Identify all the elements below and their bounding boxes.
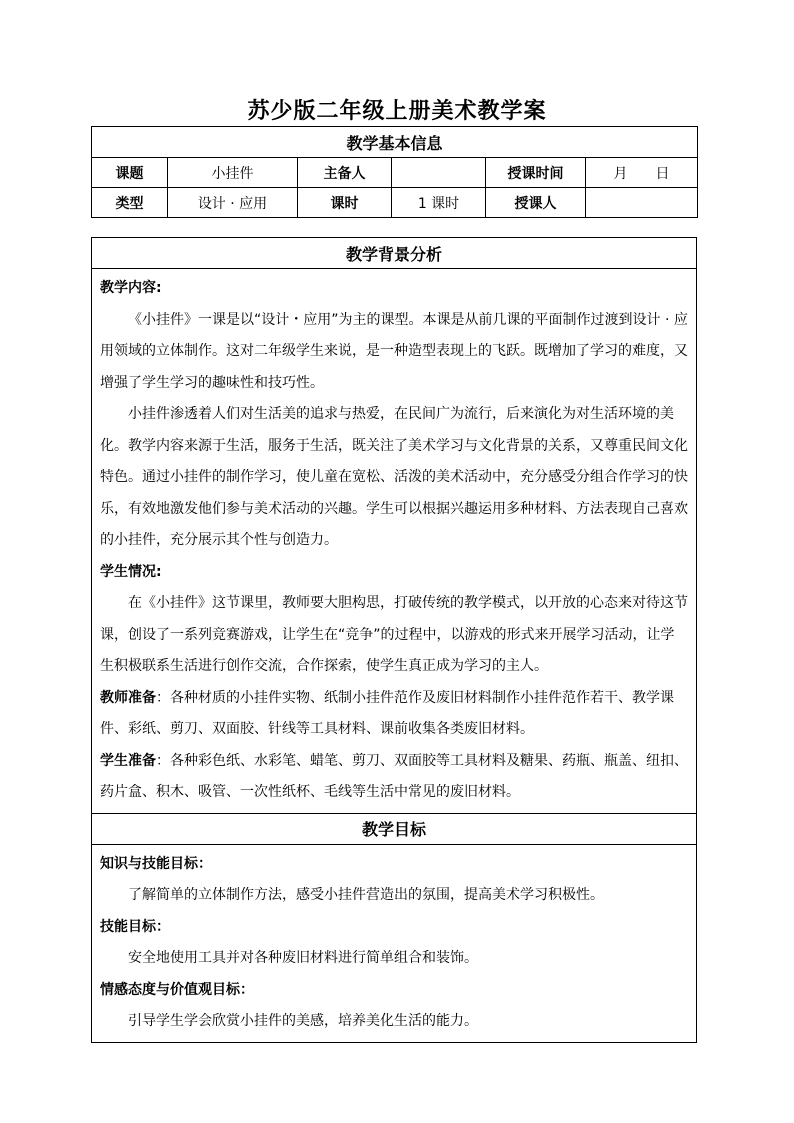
background-header: 教学背景分析 xyxy=(92,238,697,269)
basic-info-header-row xyxy=(92,127,698,158)
goals-content xyxy=(92,844,697,1042)
basic-info-row-2 xyxy=(92,188,698,218)
topic-label: 课题 xyxy=(92,158,168,188)
teacher-prep-text: ：各种材质的小挂件实物、纸制小挂件范作及废旧材料制作小挂件范作若干、教学课件、彩纸、剪刀、双面胶、针线等工具材料、课前收集各类废旧材料。 xyxy=(100,689,674,737)
document-title: 苏少版二年级上册美术教学案 xyxy=(247,98,547,124)
background-header-row xyxy=(92,238,697,269)
teacher-label: 授课人 xyxy=(486,188,586,218)
hours-value: 1 课时 xyxy=(392,188,486,218)
skill-heading: 技能目标： xyxy=(100,918,170,935)
goals-header-row xyxy=(92,813,697,844)
hours-label: 课时 xyxy=(298,188,392,218)
skill-text: 安全地使用工具并对各种废旧材料进行简单组合和装饰。 xyxy=(128,950,478,966)
background-content-row xyxy=(92,269,697,814)
topic-value: 小挂件 xyxy=(168,158,298,188)
emotion-text: 引导学生学会欣赏小挂件的美感，培养美化生活的能力。 xyxy=(128,1013,478,1029)
preparer-value xyxy=(392,158,486,188)
preparer-label: 主备人 xyxy=(298,158,392,188)
time-value: 月 日 xyxy=(586,158,698,188)
teacher-value xyxy=(586,188,698,218)
type-label: 类型 xyxy=(92,188,168,218)
student-prep-paragraph xyxy=(100,746,688,809)
analysis-table xyxy=(91,237,697,1043)
basic-info-table xyxy=(91,126,698,218)
content-paragraph-2: 小挂件渗透着人们对生活美的追求与热爱，在民间广为流行，后来演化为对生活环境的美化。教学内容来源于生活，服务于生活，既关注了美术学习与文化背景的关系，又尊重民间文化特色。通过小挂件的制作学习，使儿童在宽松、活泼的美术活动中，充分感受分组合作学习的快乐，有效地激发他们参与美术活动的兴趣。学生可以根据兴趣运用多种材料、方法表现自己喜欢的小挂件，充分展示其个性与创造力。 xyxy=(100,406,688,548)
knowledge-text: 了解简单的立体制作方法，感受小挂件营造出的氛围，提高美术学习积极性。 xyxy=(128,887,604,903)
content-paragraph-1: 《小挂件》一课是以“设计・应用”为主的课型。本课是从前几课的平面制作过渡到设计 · 应用领域的立体制作。这对二年级学生来说，是一种造型表现上的飞跃。既增加了学习的难度，又增强了学生学习的趣味性和技巧性。 xyxy=(100,311,688,391)
basic-info-row-1 xyxy=(92,158,698,188)
teacher-prep-paragraph xyxy=(100,683,688,746)
student-paragraph: 在《小挂件》这节课里，教师要大胆构思，打破传统的教学模式，以开放的心态来对待这节课，创设了一系列竞赛游戏，让学生在“竞争”的过程中，以游戏的形式来开展学习活动，让学生积极联系生活进行创作交流，合作探索，使学生真正成为学习的主人。 xyxy=(100,595,688,674)
type-value: 设计 · 应用 xyxy=(168,188,298,218)
emotion-heading: 情感态度与价值观目标： xyxy=(100,981,254,998)
background-content xyxy=(92,269,697,814)
content-heading: 教学内容: xyxy=(100,280,162,296)
student-prep-label: 学生准备 xyxy=(100,752,156,769)
student-heading: 学生情况: xyxy=(100,563,162,580)
time-label: 授课时间 xyxy=(486,158,586,188)
basic-info-header: 教学基本信息 xyxy=(92,127,698,158)
student-prep-text: ：各种彩色纸、水彩笔、蜡笔、剪刀、双面胶等工具材料及糖果、药瓶、瓶盖、纽扣、药片盒、积木、吸管、一次性纸杯、毛线等生活中常见的废旧材料。 xyxy=(100,752,688,800)
goals-content-row xyxy=(92,844,697,1042)
teacher-prep-label: 教师准备 xyxy=(100,689,156,706)
goals-header: 教学目标 xyxy=(92,813,697,844)
knowledge-heading: 知识与技能目标： xyxy=(100,855,212,872)
